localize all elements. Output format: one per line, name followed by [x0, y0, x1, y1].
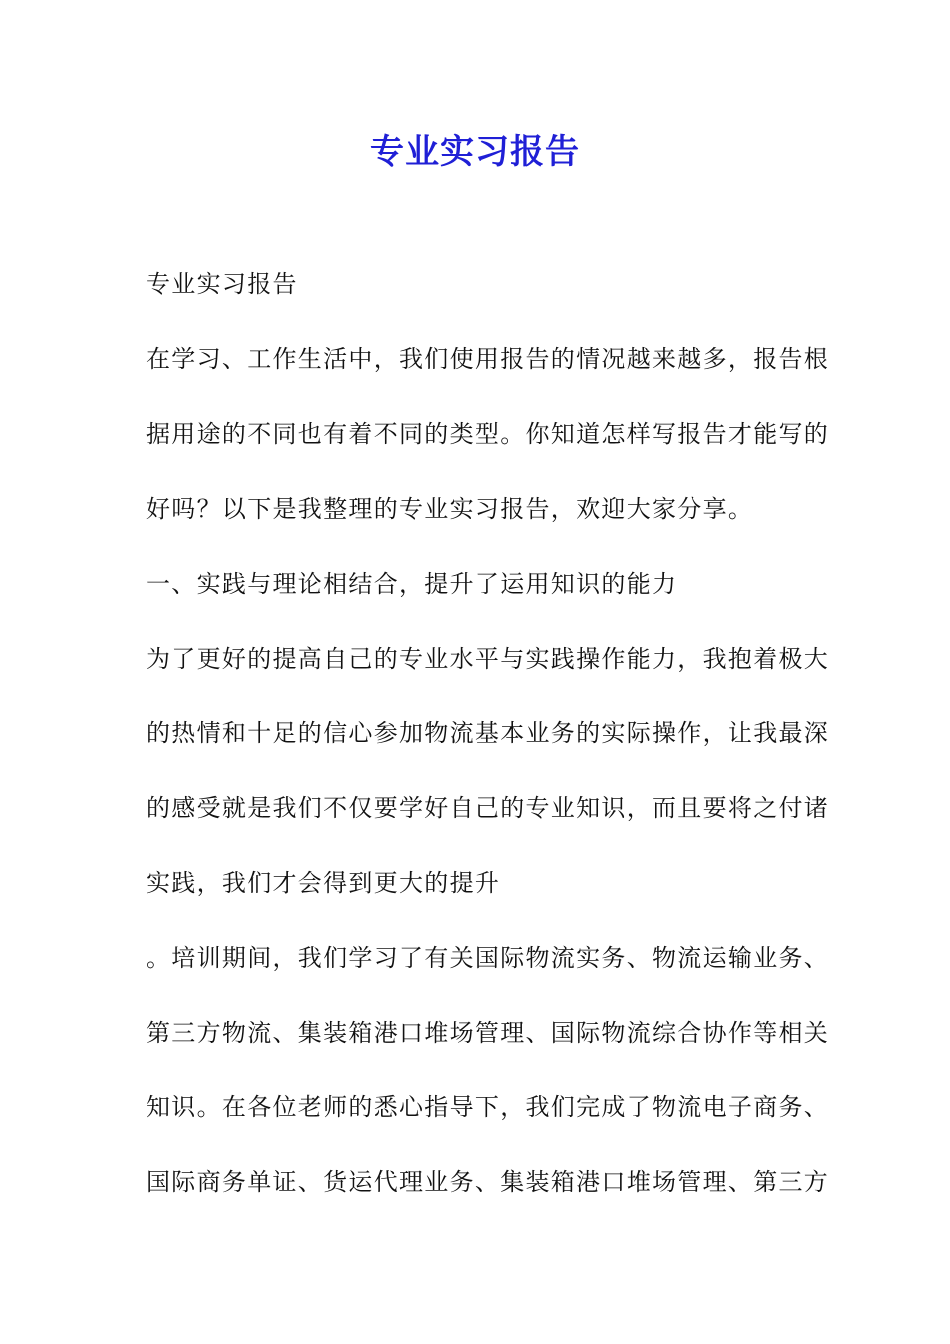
paragraph-line: 的热情和十足的信心参加物流基本业务的实际操作，让我最深: [146, 719, 830, 747]
document-title: 专业实习报告: [370, 132, 580, 172]
paragraph-line: 知识。在各位老师的悉心指导下，我们完成了物流电子商务、: [146, 1093, 830, 1121]
paragraph-line: 据用途的不同也有着不同的类型。你知道怎样写报告才能写的: [146, 420, 830, 448]
paragraph-line: 第三方物流、集装箱港口堆场管理、国际物流综合协作等相关: [146, 1019, 830, 1047]
paragraph-line: 在学习、工作生活中，我们使用报告的情况越来越多，报告根: [146, 345, 830, 373]
paragraph-line: 好吗？以下是我整理的专业实习报告，欢迎大家分享。: [146, 495, 754, 523]
paragraph-line: 。培训期间，我们学习了有关国际物流实务、物流运输业务、: [146, 944, 830, 972]
paragraph-line: 的感受就是我们不仅要学好自己的专业知识，而且要将之付诸: [146, 794, 830, 822]
section-heading: 一、实践与理论相结合，提升了运用知识的能力: [146, 570, 678, 598]
subtitle-line: 专业实习报告: [146, 270, 298, 298]
paragraph-line: 国际商务单证、货运代理业务、集装箱港口堆场管理、第三方: [146, 1168, 830, 1196]
paragraph-line: 为了更好的提高自己的专业水平与实践操作能力，我抱着极大: [146, 645, 830, 673]
paragraph-line: 实践，我们才会得到更大的提升: [146, 869, 501, 897]
